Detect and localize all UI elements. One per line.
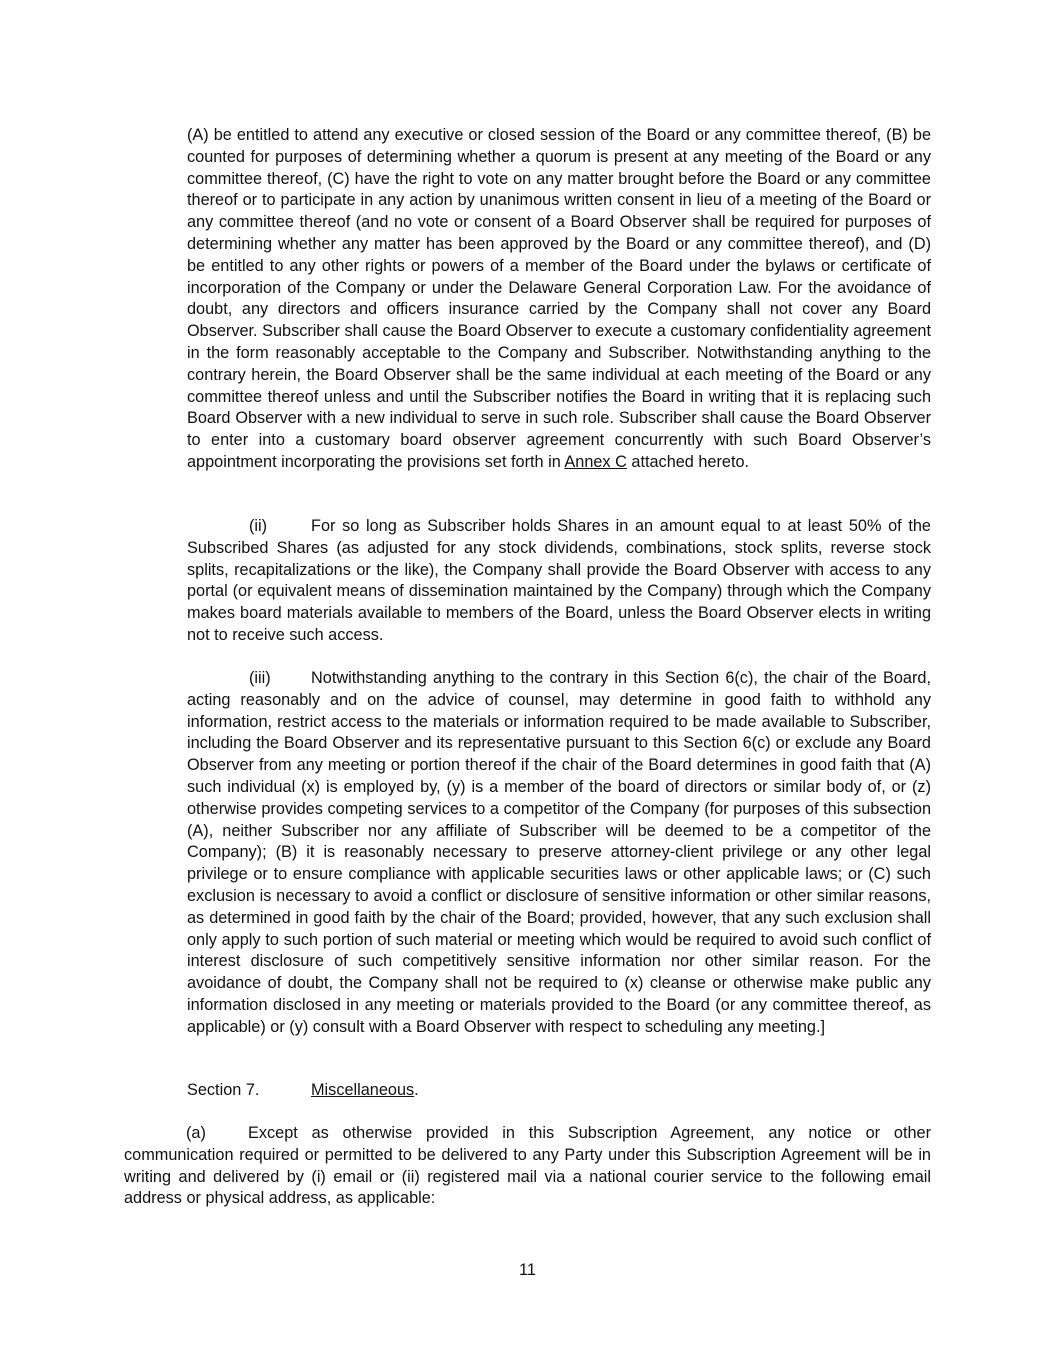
clause-a-label: (a) <box>186 1124 206 1142</box>
clause-ii-label: (ii) <box>249 517 268 535</box>
clause-ii <box>187 516 931 647</box>
section-7-title: Miscellaneous <box>311 1081 415 1099</box>
section-7-number: Section 7. <box>187 1081 260 1099</box>
clause-iii <box>187 668 931 1039</box>
section-7-title-period: . <box>414 1081 419 1099</box>
clause-a-text: Except as otherwise provided in this Subscription Agreement, any notice or other communication required or permitted to be delivered to any Party under this Subscription Agreement will be in writing and delivered by (i) email or (ii) registered mail via a national courier service to the following email address or physical address, as applicable: <box>124 1124 931 1208</box>
section-7-heading <box>187 1080 931 1102</box>
clause-a <box>124 1123 931 1210</box>
clause-iii-label: (iii) <box>249 669 271 687</box>
annex-c-reference: Annex C <box>564 452 627 471</box>
continuation-paragraph-text: (A) be entitled to attend any executive or closed session of the Board or any committee thereof, (B) be counted for purposes of determining whether a quorum is present at any meeting of the Board or any committee thereof, (C) have the right to vote on any matter brought before the Board or any committee thereof or to participate in any action by unanimous written consent in lieu of a meeting of the Board or any committee thereof (and no vote or consent of a Board Observer shall be required for purposes of determining whether any matter has been approved by the Board or any committee thereof), and (D) be entitled to any other rights or powers of a member of the Board under the bylaws or certificate of incorporation of the Company or under the Delaware General Corporation Law. For the avoidance of doubt, any directors and officers insurance carried by the Company shall not cover any Board Observer. Subscriber shall cause the Board Observer to execute a customary confidentiality agreement in the form reasonably acceptable to the Company and Subscriber. Notwithstanding anything to the contrary herein, the Board Observer shall be the same individual at each meeting of the Board or any committee thereof unless and until the Subscriber notifies the Board in writing that it is replacing such Board Observer with a new individual to serve in such role. Subscriber shall cause the Board Observer to enter into a customary board observer agreement concurrently with such Board Observer’s appointment incorporating the provisions set forth in <box>187 126 931 471</box>
continuation-paragraph <box>187 125 931 474</box>
page-number: 11 <box>519 1261 536 1279</box>
clause-ii-text: For so long as Subscriber holds Shares in an amount equal to at least 50% of the Subscribed Shares (as adjusted for any stock dividends, combinations, stock splits, reverse stock splits, recapitalizations or the like), the Company shall provide the Board Observer with access to any portal (or equivalent means of dissemination maintained by the Company) through which the Company makes board materials available to members of the Board, unless the Board Observer elects in writing not to receive such access. <box>187 517 931 644</box>
clause-iii-text: Notwithstanding anything to the contrary in this Section 6(c), the chair of the Board, acting reasonably and on the advice of counsel, may determine in good faith to withhold any information, restrict access to the materials or information required to be made available to Subscriber, including the Board Observer and its representative pursuant to this Section 6(c) or exclude any Board Observer from any meeting or portion thereof if the chair of the Board determines in good faith that (A) such individual (x) is employed by, (y) is a member of the board of directors or similar body of, or (z) otherwise provides competing services to a competitor of the Company (for purposes of this subsection (A), neither Subscriber nor any affiliate of Subscriber will be deemed to be a competitor of the Company); (B) it is reasonably necessary to preserve attorney-client privilege or any other legal privilege or to ensure compliance with applicable securities laws or other applicable laws; or (C) such exclusion is necessary to avoid a conflict or disclosure of sensitive information or other similar reasons, as determined in good faith by the chair of the Board; provided, however, that any such exclusion shall only apply to such portion of such material or meeting which would be required to avoid such conflict of interest disclosure of such competitively sensitive information nor other similar reason. For the avoidance of doubt, the Company shall not be required to (x) cleanse or otherwise make public any information disclosed in any meeting or materials provided to the Board (or any committee thereof, as applicable) or (y) consult with a Board Observer with respect to scheduling any meeting.] <box>187 669 931 1036</box>
continuation-paragraph-end: attached hereto. <box>631 452 750 471</box>
